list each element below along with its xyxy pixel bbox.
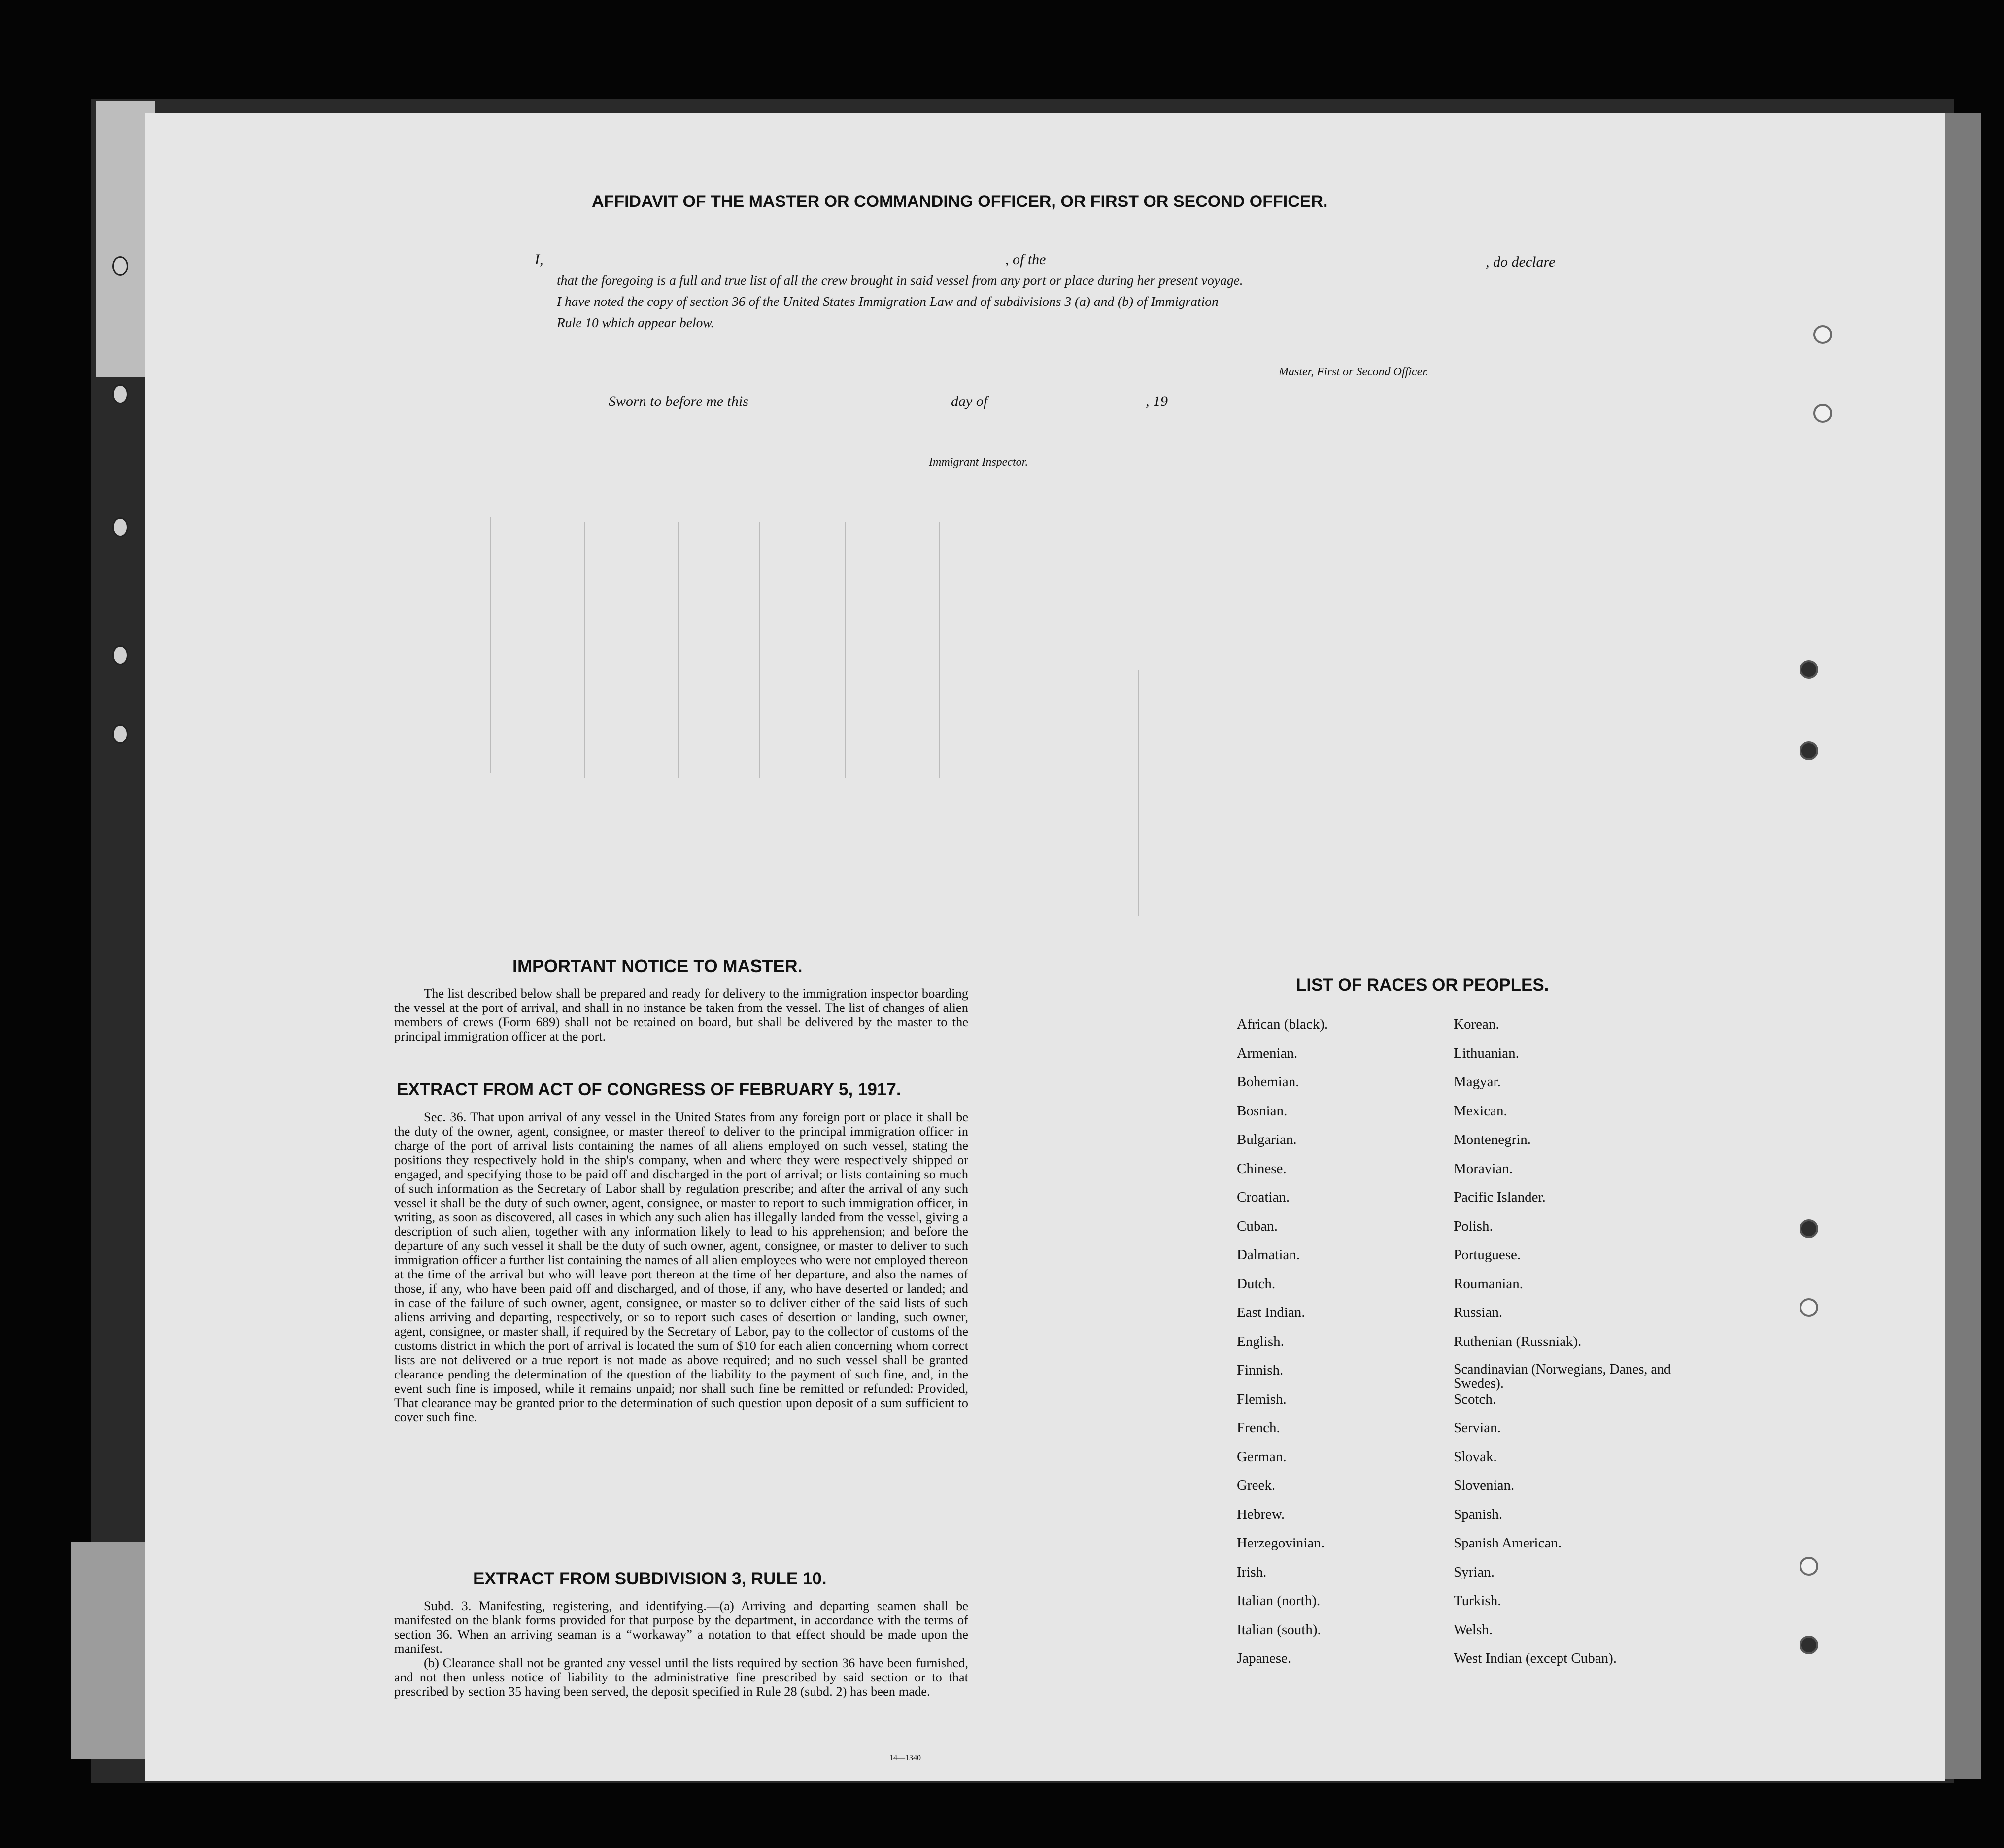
race-item: Bosnian. [1237,1103,1288,1119]
column-rule [678,522,679,778]
race-item: Dalmatian. [1237,1247,1300,1263]
column-rule [845,522,846,778]
binding-hole [112,724,128,744]
binding-hole [112,384,128,404]
race-item: Turkish. [1454,1593,1501,1609]
punch-hole [1800,1636,1818,1654]
race-item: Mexican. [1454,1103,1507,1119]
rule-text: Subd. 3. Manifesting, registering, and identifying.—(a) Arriving and departing seamen shall be manifested on the blank forms provided for that purpose by the department, in accordance with the terms of section 36. When an arriving seaman is a “workaway” a notation to that effect should be made upon the manifest. (b) Clearance shall not be granted any vessel until the lists required by section 36 have been furnished, and not then unless notice of liability to the administrative fine prescribed by said section or to that prescribed by section 35 having been served, the deposit specified in Rule 28 (subd. 2) has been made. [394,1598,968,1699]
race-item: Chinese. [1237,1160,1287,1176]
races-right-column [1454,1016,1749,1680]
race-item: Slovak. [1454,1448,1497,1465]
punch-hole [1813,325,1832,344]
affidavit-line-1: that the foregoing is a full and true list of all the crew brought in said vessel from any port or place during her present voyage. [557,272,1243,288]
race-item: Montenegrin. [1454,1132,1531,1147]
race-item: Servian. [1454,1420,1501,1436]
race-item: Russian. [1454,1305,1503,1320]
race-item: Slovenian. [1454,1478,1515,1493]
race-item: Dutch. [1237,1276,1276,1292]
notice-title: IMPORTANT NOTICE TO MASTER. [512,956,803,976]
punch-hole [1800,741,1818,760]
rule-title: EXTRACT FROM SUBDIVISION 3, RULE 10. [473,1569,827,1588]
inspector-label: Immigrant Inspector. [929,456,1028,469]
race-item: Irish. [1237,1564,1267,1580]
column-rule [584,522,585,778]
race-item: Moravian. [1454,1160,1513,1176]
left-page-edge [71,1542,145,1759]
act-text: Sec. 36. That upon arrival of any vessel in the United States from any foreign port or place it shall be the duty of the owner, agent, consignee, or master thereof to deliver to the principal immigration officer in charge of the port of arrival lists containing the names of all aliens employed on such vessel, stating the positions they respectively hold in the ship's company, when and where they were respectively shipped or engaged, and specifying those to be paid off and discharged in the port of arrival; or lists containing so much of such information as the Secretary of Labor shall by regulation prescribe; and after the arrival of any such vessel it shall be the duty of such owner, agent, consignee, or master to report to such immigration officer, in writing, as soon as discovered, all cases in which any such alien has illegally landed from the vessel, giving a description of such alien, together with any information likely to lead to his apprehension; and before the departure of any such vessel it shall be the duty of such owner, agent, consignee, or master to deliver to such immigration officer a further list containing the names of all alien employees who were not employed thereon at the time of the arrival but who will leave port thereon at the time of her departure, and also the names of those, if any, who have been paid off and discharged, and of those, if any, who have deserted or landed; and in case of the failure of such owner, agent, consignee, or master so to deliver either of the said lists of such aliens arriving and departing, respectively, or so to report such cases of desertion or landing, such owner, agent, consignee, or master shall, if required by the Secretary of Labor, pay to the collector of customs of the customs district in which the port of arrival is located the sum of $10 for each alien concerning whom correct lists are not delivered or a true report is not made as above required; and no such vessel shall be granted clearance pending the determination of the question of the liability to the payment of such fine, and, in the event such fine is imposed, while it remains unpaid; nor shall such fine be remitted or refunded: Provided, That clearance may be granted prior to the determination of such question upon deposit of a sum sufficient to cover such fine. [394,1109,968,1424]
race-item: Syrian. [1454,1564,1495,1580]
binding-hole [112,645,128,665]
punch-hole [1800,1219,1818,1238]
affidavit-do-declare: , do declare [1486,254,1556,270]
race-item: Welsh. [1454,1621,1493,1638]
affidavit-line-2: I have noted the copy of section 36 of the United States Immigration Law and of subdivisions 3 (a) and (b) of Immigration [557,294,1219,309]
race-item: Pacific Islander. [1454,1189,1546,1205]
binding-hole [112,256,128,276]
race-item: Bulgarian. [1237,1132,1297,1147]
race-item: Armenian. [1237,1045,1298,1061]
sworn-label: Sworn to before me this [609,393,748,409]
punch-hole [1800,660,1818,679]
race-item: German. [1237,1448,1287,1465]
race-item: Hebrew. [1237,1506,1285,1522]
column-rule [490,517,491,773]
punch-hole [1800,1298,1818,1317]
affidavit-title: AFFIDAVIT OF THE MASTER OR COMMANDING OFFICER, OR FIRST OR SECOND OFFICER. [592,192,1328,211]
race-item: Polish. [1454,1218,1493,1234]
race-item: Finnish. [1237,1362,1284,1378]
race-item: East Indian. [1237,1305,1305,1320]
year-label: , 19 [1146,393,1168,409]
races-title: LIST OF RACES OR PEOPLES. [1296,975,1549,995]
race-item: English. [1237,1333,1284,1349]
column-rule [939,522,940,778]
act-title: EXTRACT FROM ACT OF CONGRESS OF FEBRUARY 5, 1917. [397,1080,901,1099]
race-item: Korean. [1454,1016,1499,1032]
day-of-label: day of [951,393,988,409]
affidavit-of-the: , of the [1005,251,1046,268]
race-item: Scandinavian (Norwegians, Danes, and Swedes). [1454,1362,1671,1391]
race-item: French. [1237,1420,1280,1436]
race-item: Italian (north). [1237,1593,1321,1609]
race-item: Scotch. [1454,1391,1496,1407]
race-item: Flemish. [1237,1391,1287,1407]
race-item: Croatian. [1237,1189,1290,1205]
manifest-page [145,113,1945,1781]
race-item: Magyar. [1454,1074,1501,1090]
race-item: Spanish. [1454,1506,1503,1522]
race-item: Portuguese. [1454,1247,1521,1263]
punch-hole [1813,404,1832,423]
signature-title: Master, First or Second Officer. [1279,366,1428,378]
race-item: Italian (south). [1237,1621,1321,1638]
column-rule [1138,670,1139,916]
race-item: Japanese. [1237,1650,1291,1666]
race-item: West Indian (except Cuban). [1454,1650,1617,1666]
form-number: 14—1340 [889,1754,921,1762]
binding-hole [112,517,128,537]
punch-hole [1800,1557,1818,1576]
race-item: Lithuanian. [1454,1045,1519,1061]
notice-text: The list described below shall be prepared and ready for delivery to the immigration inspector boarding the vessel at the port of arrival, and shall in no instance be taken from the vessel. The list of changes of alien members of crews (Form 689) shall not be retained on board, but shall be delivered by the master to the principal immigration officer at the port. [394,986,968,1043]
column-rule [759,522,760,778]
race-item: Herzegovinian. [1237,1535,1325,1551]
race-item: Ruthenian (Russniak). [1454,1333,1582,1349]
race-item: Cuban. [1237,1218,1278,1234]
race-item: Bohemian. [1237,1074,1299,1090]
affidavit-i-label: I, [535,251,543,268]
affidavit-line-3: Rule 10 which appear below. [557,315,714,330]
race-item: Spanish American. [1454,1535,1562,1551]
race-item: African (black). [1237,1016,1328,1032]
race-item: Greek. [1237,1478,1276,1493]
race-item: Roumanian. [1454,1276,1523,1292]
